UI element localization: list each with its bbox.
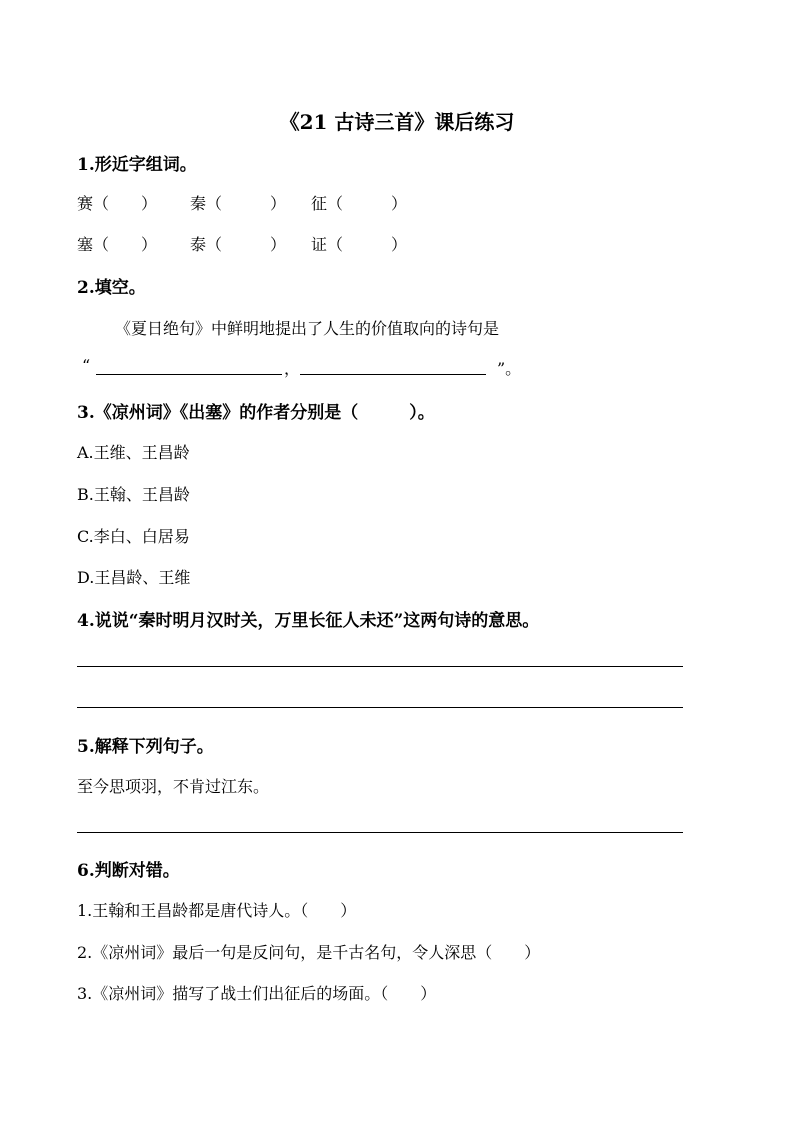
q2-close-quote: ”。 [497,359,522,378]
page-title: 《21 古诗三首》课后练习 [279,110,515,134]
q1-row2-item-3: 证（ ） [311,235,408,254]
q4-answer-line-1[interactable] [77,666,683,667]
q1-row2-item-2: 泰（ ） [190,235,287,254]
question-4-heading: 4.说说“秦时明月汉时关，万里长征人未还”这两句诗的意思。 [77,611,540,631]
q5-answer-line[interactable] [77,832,683,833]
question-3-heading: 3.《凉州词》《出塞》的作者分别是（ ）。 [77,403,435,423]
q6-item-1: 1.王翰和王昌龄都是唐代诗人。（ ） [77,901,357,920]
q6-item-2: 2.《凉州词》最后一句是反问句，是千古名句，令人深思（ ） [77,943,541,962]
q2-open-quote: “ [82,356,91,375]
q3-option-d: D.王昌龄、王维 [77,568,191,587]
question-1-heading: 1.形近字组词。 [77,155,197,175]
q2-prompt: 《夏日绝句》中鲜明地提出了人生的价值取向的诗句是 [115,319,500,338]
question-5-heading: 5.解释下列句子。 [77,737,214,757]
q5-sentence: 至今思项羽，不肯过江东。 [77,777,270,796]
q1-row1-item-3: 征（ ） [311,194,408,213]
q1-row1-item-2: 秦（ ） [190,194,287,213]
q3-option-b: B.王翰、王昌龄 [77,485,190,504]
q4-answer-line-2[interactable] [77,707,683,708]
q2-answer-blank-1[interactable] [96,374,282,375]
q1-row2-item-1: 塞（ ） [77,235,158,254]
q2-comma: ， [284,359,301,378]
q2-answer-blank-2[interactable] [300,374,486,375]
q3-option-c: C.李白、白居易 [77,527,190,546]
question-6-heading: 6.判断对错。 [77,861,180,881]
q1-row1-item-1: 赛（ ） [77,194,158,213]
q3-option-a: A.王维、王昌龄 [77,443,190,462]
question-2-heading: 2.填空。 [77,278,146,298]
q6-item-3: 3.《凉州词》描写了战士们出征后的场面。（ ） [77,984,437,1003]
